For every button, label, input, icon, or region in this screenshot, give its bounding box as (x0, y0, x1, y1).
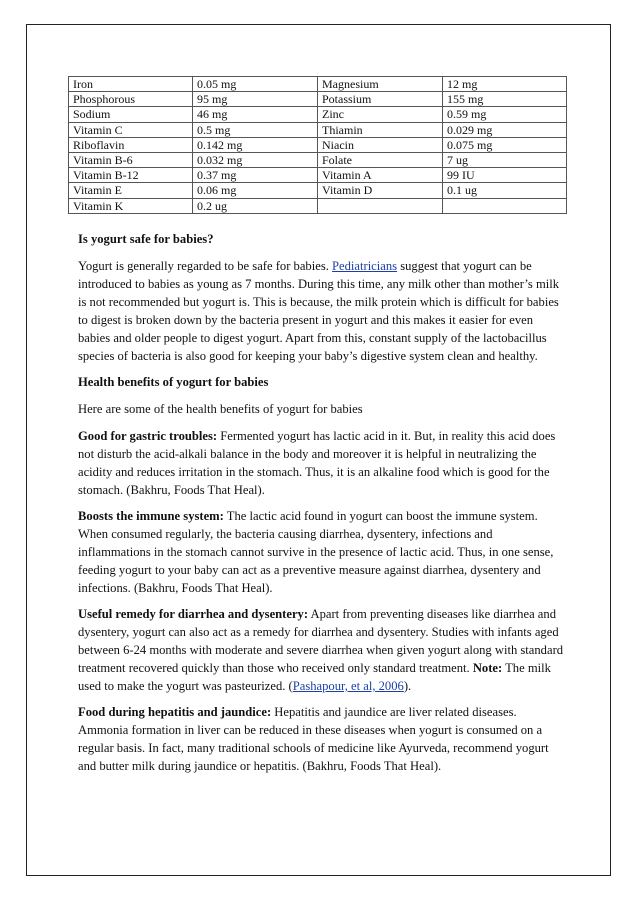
table-cell: 0.37 mg (193, 168, 318, 183)
gastric-text: Fermented yogurt has lactic acid in it. But, in reality this acid does not disturb the acid-alkali balance in the body and moreover it is helpful in neutralizing the acidity and reduces irritation in the stomach. Thus, it is an alkaline food which is good for the stomach. (Bakhru, Foods That Heal). (78, 429, 556, 497)
table-cell (318, 198, 443, 213)
table-cell: Vitamin K (69, 198, 193, 213)
table-cell: 46 mg (193, 107, 318, 122)
safe-heading: Is yogurt safe for babies? (78, 232, 214, 246)
table-cell: Magnesium (318, 77, 443, 92)
table-cell: 0.06 mg (193, 183, 318, 198)
article-body (78, 230, 568, 783)
table-row (69, 122, 567, 137)
pashapour-citation-link[interactable]: Pashapour, et al, 2006 (292, 679, 404, 693)
benefits-heading: Health benefits of yogurt for babies (78, 375, 269, 389)
table-cell: 0.1 ug (443, 183, 567, 198)
diarrhea-paragraph (78, 605, 568, 695)
citation-end: ). (403, 679, 412, 693)
table-cell: 0.2 ug (193, 198, 318, 213)
immune-paragraph (78, 507, 568, 597)
table-cell: 12 mg (443, 77, 567, 92)
table-cell: Sodium (69, 107, 193, 122)
table-row (69, 77, 567, 92)
note-label: Note: (472, 661, 503, 675)
table-cell: 95 mg (193, 92, 318, 107)
table-row (69, 107, 567, 122)
hepatitis-title: Food during hepatitis and jaundice: (78, 705, 272, 719)
hepatitis-text: Hepatitis and jaundice are liver related diseases. Ammonia formation in liver can be reduced in these diseases when yogurt is consumed on a regular basis. In fact, many traditional schools of medicine like Ayurveda, recommend yogurt and butter milk during jaundice or hepatitis. (Bakhru, Foods That Heal). (78, 705, 549, 773)
table-cell: Vitamin B-6 (69, 152, 193, 167)
table-cell: Vitamin C (69, 122, 193, 137)
table-cell: 0.029 mg (443, 122, 567, 137)
table-row (69, 92, 567, 107)
table-cell: 0.59 mg (443, 107, 567, 122)
table-cell: Potassium (318, 92, 443, 107)
table-cell: 0.142 mg (193, 137, 318, 152)
hepatitis-paragraph (78, 703, 568, 775)
table-cell: Iron (69, 77, 193, 92)
table-cell: 155 mg (443, 92, 567, 107)
nutrient-table-body (69, 77, 567, 214)
table-row (69, 198, 567, 213)
diarrhea-text: Apart from preventing diseases like diarrhea and dysentery, yogurt can also act as a remedy for diarrhea and dysentery. Studies with infants aged between 6-24 months with moderate and severe diarrhea when given yogurt along with standard treatment recovered quickly than those who received only standard treatment. (78, 607, 564, 675)
benefits-intro: Here are some of the health benefits of yogurt for babies (78, 402, 363, 416)
table-row (69, 137, 567, 152)
table-row (69, 183, 567, 198)
table-cell: Phosphorous (69, 92, 193, 107)
table-cell: Vitamin A (318, 168, 443, 183)
table-cell: 0.032 mg (193, 152, 318, 167)
gastric-paragraph (78, 427, 568, 499)
diarrhea-title: Useful remedy for diarrhea and dysentery: (78, 607, 309, 621)
table-cell: Vitamin E (69, 183, 193, 198)
table-cell (443, 198, 567, 213)
table-cell: 0.5 mg (193, 122, 318, 137)
table-cell: 99 IU (443, 168, 567, 183)
pediatricians-link[interactable]: Pediatricians (332, 259, 398, 273)
nutrient-table (68, 76, 567, 214)
table-cell: Vitamin B-12 (69, 168, 193, 183)
table-cell: 0.075 mg (443, 137, 567, 152)
safe-paragraph (78, 257, 568, 365)
table-cell: Thiamin (318, 122, 443, 137)
safe-text-end: suggest that yogurt can be introduced to babies as young as 7 months. During this time, any milk other than mother’s milk is not recommended but yogurt is. This is because, the milk protein which is difficult for babies to digest is broken down by the bacteria present in yogurt and this makes it easier for even babies and older people to digest yogurt. Apart from this, constant supply of the lactobacillus species of bacteria is also good for keeping your baby’s digestive system clean and healthy. (78, 259, 560, 363)
table-cell: Niacin (318, 137, 443, 152)
note-text: The milk used to make the yogurt was pasteurized. ( (78, 661, 551, 693)
gastric-title: Good for gastric troubles: (78, 429, 218, 443)
table-row (69, 152, 567, 167)
table-cell: 0.05 mg (193, 77, 318, 92)
immune-title: Boosts the immune system: (78, 509, 224, 523)
safe-text-start: Yogurt is generally regarded to be safe for babies. (78, 259, 333, 273)
table-cell: Vitamin D (318, 183, 443, 198)
table-row (69, 168, 567, 183)
table-cell: Riboflavin (69, 137, 193, 152)
table-cell: 7 ug (443, 152, 567, 167)
table-cell: Zinc (318, 107, 443, 122)
immune-text: The lactic acid found in yogurt can boost the immune system. When consumed regularly, the bacteria causing diarrhea, dysentery, infections and inflammations in the stomach cannot survive in the presence of lactic acid. Thus, in one sense, feeding yogurt to your baby can act as a preventive measure against diarrhea, dysentery and infections. (Bakhru, Foods That Heal). (78, 509, 554, 595)
table-cell: Folate (318, 152, 443, 167)
